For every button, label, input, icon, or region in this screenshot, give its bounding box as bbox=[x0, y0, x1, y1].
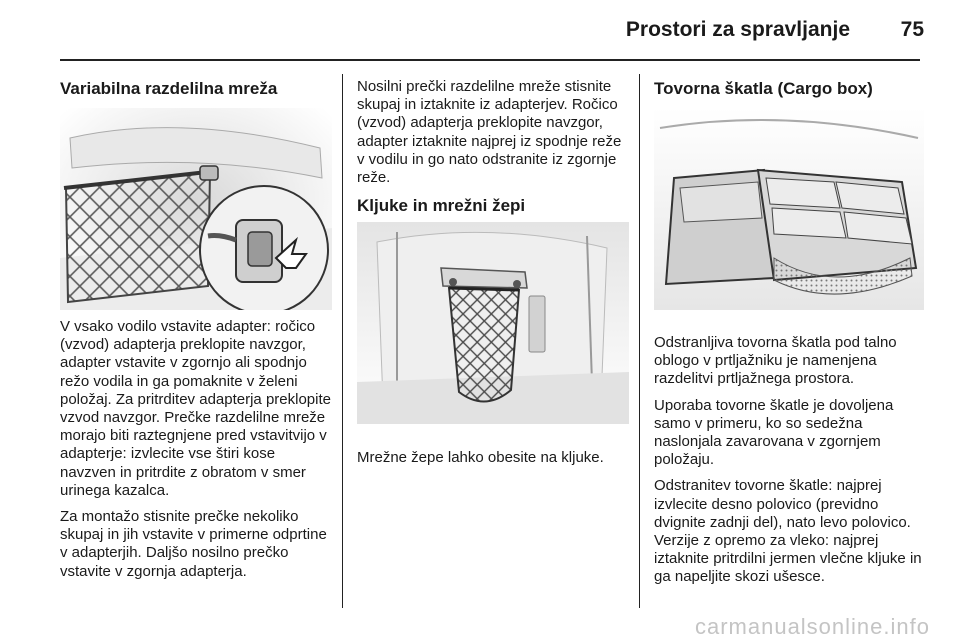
column-divider-2 bbox=[639, 74, 640, 608]
column-right-body bbox=[654, 334, 924, 595]
column-right bbox=[654, 70, 924, 100]
column-divider-1 bbox=[342, 74, 343, 608]
column-middle bbox=[357, 78, 629, 217]
paragraph-net-install: V vsako vodilo vstavite adapter: ročico (vzvod) adapterja preklopite navzgor, adapter vstavite v zgornjo ali spodnjo režo vodila in ga pomaknite v želeni položaj. Za pritrditev adapterja preklopite vzvod navzgor. Prečke razdelilne mreže morajo biti raztegnjene pred vstavitvijo v adapterje: izvlecite vse štiri kose navzven in pritrdite z obratom v smer urinega kazalca. bbox=[60, 318, 331, 499]
column-middle-caption bbox=[357, 449, 629, 475]
section-heading-net: Variabilna razdelilna mreža bbox=[60, 79, 278, 98]
figure-cargo-box bbox=[654, 108, 924, 310]
column-left bbox=[60, 70, 332, 100]
paragraph-net-mount: Za montažo stisnite prečke nekoliko skupaj in jih vstavite v primerne odprtine v adapterjih. Daljšo nosilno prečko vstavite v zgornja adapterja. bbox=[60, 508, 327, 580]
figure-cargo-net-adapter bbox=[60, 108, 332, 310]
caption-hooks: Mrežne žepe lahko obesite na kljuke. bbox=[357, 449, 604, 466]
header-rule bbox=[60, 59, 920, 61]
paragraph-net-remove: Nosilni prečki razdelilne mreže stisnite skupaj in iztaknite iz adapterjev. Ročico (vzvod) adapterja preklopite navzgor, adapter iztaknite najprej iz spodnje reže v vodilu in go nato odstranite iz zgornje reže. bbox=[357, 78, 622, 187]
paragraph-cargo-box-usage: Uporaba tovorne škatle je dovoljena samo v primeru, ko so sedežna naslonjala zavarovana v zgornjem položaju. bbox=[654, 396, 894, 469]
figure-hooks-net-pocket bbox=[357, 222, 629, 424]
section-heading-hooks: Kljuke in mrežni žepi bbox=[357, 196, 526, 216]
section-heading-cargo-box: Tovorna škatla (Cargo box) bbox=[654, 79, 873, 98]
footer-watermark: carmanualsonline.info bbox=[694, 614, 930, 639]
page-number: 75 bbox=[900, 18, 924, 41]
paragraph-cargo-box-removal: Odstranitev tovorne škatle: najprej izvlecite desno polovico (previdno dvignite zadnji del), nato levo polovico. Verzije z opremo za vleko: najprej iztaknite pritrdilni jermen vlečne kljuke in ga napeljite skozi ušesce. bbox=[654, 477, 922, 586]
paragraph-cargo-box-purpose: Odstranljiva tovorna škatla pod talno oblogo v prtljažniku je namenjena razdelitvi prtljažnega prostora. bbox=[654, 334, 897, 388]
header-title: Prostori za spravljanje bbox=[625, 18, 850, 41]
column-left-body bbox=[60, 318, 332, 589]
